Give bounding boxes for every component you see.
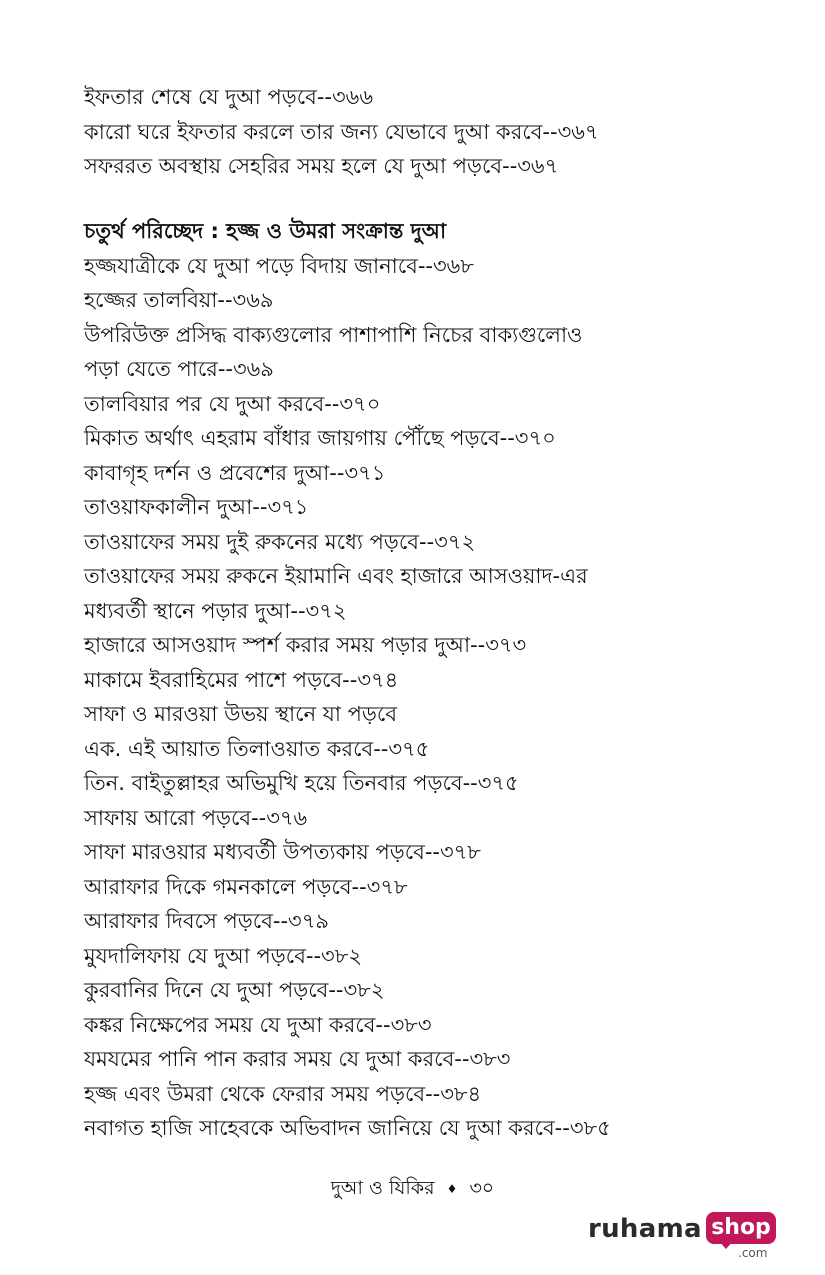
toc-entry: হজ্জের তালবিয়া--৩৬৯ [84,288,274,312]
toc-entry: তাওয়াফের সময় রুকনে ইয়ামানি এবং হাজারে আসওয়াদ-এর [84,564,588,588]
ruhamashop-logo [588,1210,778,1260]
toc-entry: কঙ্কর নিক্ষেপের সময় যে দুআ করবে--৩৮৩ [84,1012,432,1037]
book-title: দুআ ও যিকির [330,1177,435,1199]
toc-entry: উপরিউক্ত প্রসিদ্ধ বাক্যগুলোর পাশাপাশি নিচের বাক্যগুলোও [84,322,583,347]
toc-entry: সাফা মারওয়ার মধ্যবর্তী উপত্যকায় পড়বে--৩৭৮ [84,840,481,864]
toc-entry: তিন. বাইতুল্লাহর অভিমুখি হয়ে তিনবার পড়বে--৩৭৫ [84,771,519,795]
toc-entry: সফররত অবস্থায় সেহরির সময় হলে যে দুআ পড়বে--৩৬৭ [84,154,559,178]
toc-entry: নবাগত হাজি সাহেবকে অভিবাদন জানিয়ে যে দুআ করবে--৩৮৫ [84,1116,611,1140]
toc-entry: হজ্জ এবং উমরা থেকে ফেরার সময় পড়বে--৩৮৪ [84,1081,482,1106]
toc-entry: মাকামে ইবরাহিমের পাশে পড়বে--৩৭৪ [84,667,399,692]
logo-word: ruhama [588,1214,702,1244]
page-footer [0,1174,825,1203]
toc-entry: মুযদালিফায় যে দুআ পড়বে--৩৮২ [84,943,362,968]
toc-entry: তাওয়াফের সময় দুই রুকনের মধ্যে পড়বে--৩৭২ [84,529,476,554]
toc-entry: ইফতার শেষে যে দুআ পড়বে--৩৬৬ [84,85,373,109]
logo-bubble [706,1212,776,1244]
toc-entry: আরাফার দিবসে পড়বে--৩৭৯ [84,909,329,933]
toc-entry: যমযমের পানি পান করার সময় যে দুআ করবে--৩৮৩ [84,1047,511,1071]
chapter-heading: চতুর্থ পরিচ্ছেদ : হজ্জ ও উমরা সংক্রান্ত দুআ [84,219,447,243]
toc-entry: আরাফার দিকে গমনকালে পড়বে--৩৭৮ [84,874,408,899]
toc-entry: কারো ঘরে ইফতার করলে তার জন্য যেভাবে দুআ করবে--৩৬৭ [84,119,599,144]
toc-entry: পড়া যেতে পারে--৩৬৯ [84,357,274,381]
logo-domain: .com [738,1246,768,1260]
toc-entry: তালবিয়ার পর যে দুআ করবে--৩৭০ [84,391,381,416]
toc-entry: এক. এই আয়াত তিলাওয়াত করবে--৩৭৫ [84,736,430,761]
toc-entry: সাফায় আরো পড়বে--৩৭৬ [84,805,308,830]
toc-entry: মধ্যবর্তী স্থানে পড়ার দুআ--৩৭২ [84,598,347,623]
toc-entry: কাবাগৃহ দর্শন ও প্রবেশের দুআ--৩৭১ [84,460,386,485]
toc-entry: সাফা ও মারওয়া উভয় স্থানে যা পড়বে [84,702,398,726]
toc-entry: তাওয়াফকালীন দুআ--৩৭১ [84,495,309,519]
logo-bubble-text: shop [711,1215,771,1240]
toc-section-hajj [84,214,784,1146]
toc-entry: হজ্জযাত্রীকে যে দুআ পড়ে বিদায় জানাবে--৩৬৮ [84,253,474,278]
toc-entry: মিকাত অর্থাৎ এহরাম বাঁধার জায়গায় পৌঁছে পড়বে--৩৭০ [84,426,556,450]
page-number: ৩০ [469,1177,495,1199]
logo-bubble-tail-icon [718,1240,734,1249]
toc-entry: হাজারে আসওয়াদ স্পর্শ করার সময় পড়ার দুআ--৩৭৩ [84,633,527,657]
diamond-separator-icon: ♦ [446,1181,458,1196]
toc-entry: কুরবানির দিনে যে দুআ পড়বে--৩৮২ [84,978,385,1002]
toc-section-previous [84,80,784,184]
